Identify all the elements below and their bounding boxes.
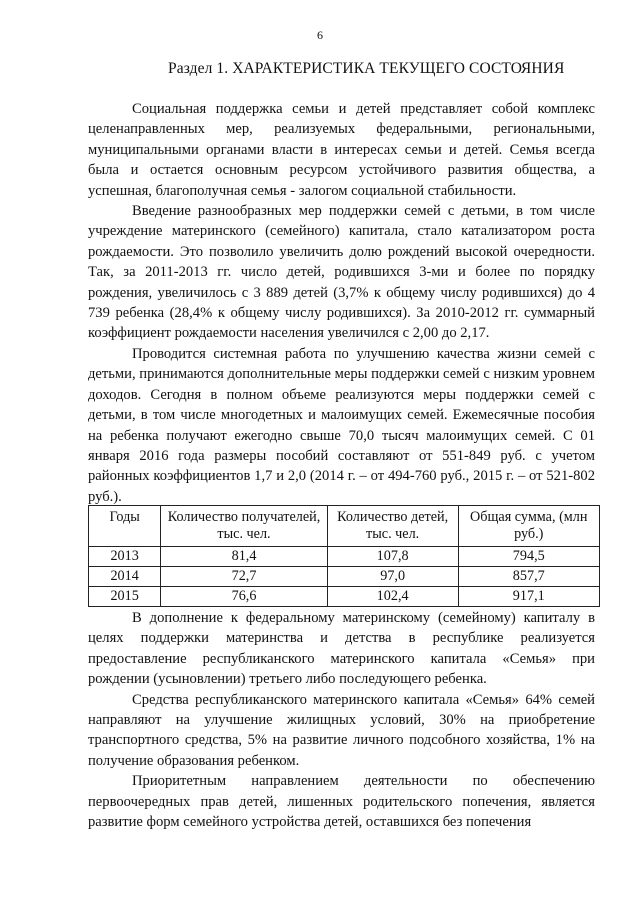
benefits-table	[88, 505, 600, 607]
paragraph: В дополнение к федеральному материнскому (семейному) капиталу в целях поддержки материнства и детства в республике реализуется предоставление республиканского материнского капитала «Семья» при рождении (усыновлении) третьего либо последующего ребенка.	[88, 610, 595, 688]
paragraph: Социальная поддержка семьи и детей представляет собой комплекс целенаправленных мер, реализуемых федеральными, региональными, муниципальными органами власти в интересах семьи и детей. Семья всегда была и остается основным ресурсом устойчивого развития общества, а успешная, благополучная семья - залогом социальной стабильности.	[88, 101, 595, 199]
paragraph: Средства республиканского материнского капитала «Семья» 64% семей направляют на улучшение жилищных условий, 30% на приобретение транспортного средства, 5% на развитие личного подсобного хозяйства, 1% на получение образования ребенком.	[88, 691, 595, 769]
table-row	[89, 587, 600, 607]
table-cell: 102,4	[327, 587, 458, 607]
table-cell: 2014	[89, 567, 161, 587]
table-cell: 97,0	[327, 567, 458, 587]
table-cell: 917,1	[458, 587, 599, 607]
table-row	[89, 567, 600, 587]
table-cell: 81,4	[161, 547, 327, 567]
table-header-cell: Общая сумма, (млн руб.)	[458, 506, 599, 547]
table-header-row	[89, 506, 600, 547]
table-cell: 2013	[89, 547, 161, 567]
table-row	[89, 547, 600, 567]
table-header-cell: Количество детей, тыс. чел.	[327, 506, 458, 547]
table-cell: 857,7	[458, 567, 599, 587]
text-block-after-table	[88, 608, 595, 832]
text-block-before-table	[88, 99, 595, 507]
paragraph: Введение разнообразных мер поддержки семей с детьми, в том числе учреждение материнского (семейного) капитала, стало катализатором роста рождаемости. Это позволило увеличить долю рождений высокой очередности. Так, за 2011-2013 гг. число детей, родившихся 3-ми и более по порядку рождения, увеличилось с 3 889 детей (3,7% к общему числу родившихся) до 4 739 ребенка (28,4% к общему числу родившихся). За 2010-2012 гг. суммарный коэффициент рождаемости населения увеличился с 2,00 до 2,17.	[88, 203, 595, 342]
table-header-cell: Годы	[89, 506, 161, 547]
table-cell: 72,7	[161, 567, 327, 587]
table-cell: 76,6	[161, 587, 327, 607]
table-cell: 794,5	[458, 547, 599, 567]
table-cell: 2015	[89, 587, 161, 607]
table-header-cell: Количество получателей, тыс. чел.	[161, 506, 327, 547]
paragraph: Проводится системная работа по улучшению качества жизни семей с детьми, принимаются дополнительные меры поддержки семей с низким уровнем доходов. Сегодня в полном объеме реализуются меры поддержки семей с детьми, в том числе многодетных и малоимущих семей. Ежемесячные пособия на ребенка получают ежегодно свыше 70,0 тысяч малоимущих семей. С 01 января 2016 года размеры пособий составляют от 551-849 руб. с учетом районных коэффициентов 1,7 и 2,0 (2014 г. – от 494-760 руб., 2015 г. – от 521-802 руб.).	[88, 345, 595, 505]
section-title: Раздел 1. ХАРАКТЕРИСТИКА ТЕКУЩЕГО СОСТОЯНИЯ	[168, 60, 565, 77]
paragraph: Приоритетным направлением деятельности по обеспечению первоочередных прав детей, лишенных родительского попечения, является развитие форм семейного устройства детей, оставшихся без попечения	[88, 773, 595, 831]
table-cell: 107,8	[327, 547, 458, 567]
page-number: 6	[317, 28, 323, 42]
